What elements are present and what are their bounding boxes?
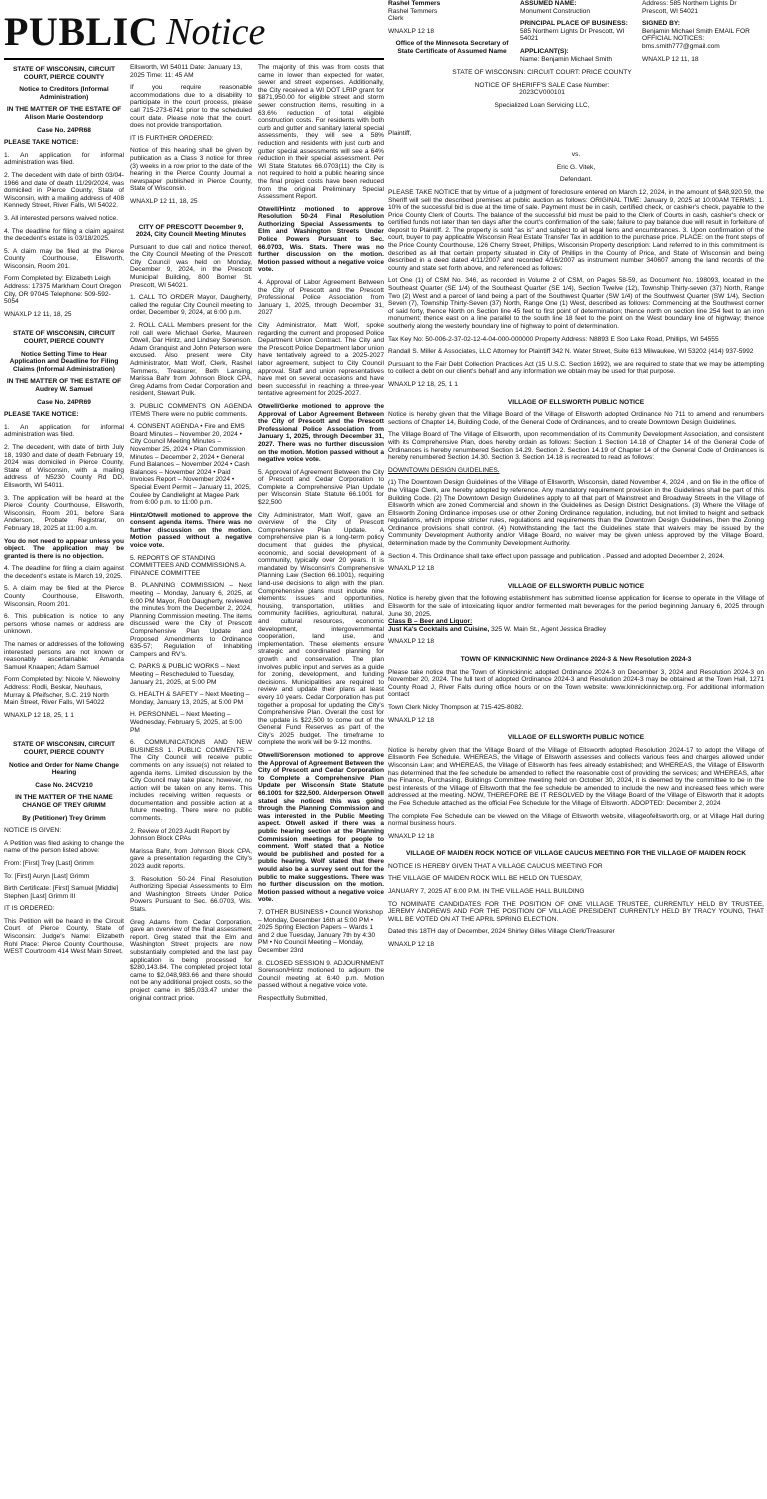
prescott-minutes [130,224,252,1003]
plaintiff-label: Plaintiff, [388,129,412,137]
maiden-rock-notice [388,850,764,948]
court-header: STATE OF WISCONSIN: CIRCUIT COURT: PRICE COUNTY [452,69,632,77]
ppb-label: PRINCIPAL PLACE OF BUSINESS: [520,20,628,28]
publication-tag: WNAXLP 12 18 [388,941,435,949]
paragraph: The Village Board of The Village of Ellsworth, upon recommendation of its Community Development Association, and consistent with its Comprehensive Plan, does hereby ordain as follows: Section 1 Section 14.18 of Chapter 14 of the General Code of Ordinances is hereby renumbered Section 14.29. Section 2. Section 14.19 of Chapter 14 of the General Code of Ordinances is hereby renumbered Section 14.30. Section 3. Section 14.18 is recreated to read as follows: [388,431,764,462]
form-completed-by: Form Completed by: Nicole V. Niewolny Address: Rodli, Beskar, Neuhaus, Murray & Pfeifscher, S.C. 219 North Main Street, River Falls, WI 54022 [4,676,120,707]
signed-label: SIGNED BY: [642,20,680,28]
publication-tag: WNAXLP 12 11, 18, 25 [130,197,198,205]
paragraph: Please take notice that the Town of Kinnickinnic adopted Ordinance 2024-3 on December 3, 2024 and Resolution 2024-3 on November 20, 2024. The full text of adopted Ordinance 2024-3 and Resolution 2024-3 may be obtained at the Town Hall, 1271 County Road J, River Falls during office hours or on the Town website: www.kinnickinnictwp.org. For additional information contact [388,668,764,699]
masthead-italic: Notice [166,11,266,53]
case-number: Case No. 24CV210 [35,781,93,789]
paragraph: 8. CLOSED SESSION 9. ADJOURNMENT Sorenson/Hintz motioned to adjourn the Council meeting at 6:40 p.m. Motion passed without a negative voice vote. [258,959,384,990]
paragraph: TO NOMINATE CANDIDATES FOR THE POSITION OF ONE VILLAGE TRUSTEE, CURRENTLY HELD BY TRUSTEE, JEREMY ANDREWS AND FOR THE POSITION OF VILLAGE PRESIDENT CURRENTLY HELD BY TRACY YOUNG, THAT WILL BE VOTED ON AT THE APRIL SPRING ELECTION. [388,900,764,923]
paragraph: Dated this 18TH day of December, 2024 Shirley Gilles Village Clerk/Treasurer [388,928,615,936]
fdcpa: Pursuant to the Fair Debt Collection Practices Act (15 U.S.C. Section 1692), we are required to state that we may be attempting to collect a debt on our client's behalf and any information we obtain may be used for that purpose. [388,360,764,376]
guidelines-heading: DOWNTOWN DESIGN GUIDELINES. [388,466,500,474]
motion: Otwell/Hintz motioned to approve Resolution 50-24 Final Resolution Authorizing Special Assessments to Elm and Washington Streets Under Police Powers Pursuant to Sec. 66.0703, Wis. Stats. There was no further discussion on the motion. Motion passed without a negative voice vote. [258,205,384,274]
versus: vs. [571,151,581,159]
paragraph: NOTICE IS HEREBY GIVEN THAT A VILLAGE CAUCUS MEETING FOR [388,862,603,870]
applicant-value: Name: Benjamin Michael Smith [520,55,612,63]
further-ordered: IT IS FURTHER ORDERED: [130,134,214,142]
warning: You do not need to appear unless you object. The application may be granted is there is no objection. [4,537,124,560]
paragraph: 2. The decedent, with date of birth July 18, 1930 and date of death February 19, 2024 was domiciled in Pierce County, State of Wisconsin, with a mailing address of N5230 County Rd DD, Ellsworth, WI 54011. [4,443,124,489]
notices-column-2 [130,64,252,1499]
license-class: Class B – Beer and Liquor: [388,618,473,626]
paragraph: 3. PUBLIC COMMENTS ON AGENDA ITEMS There were no public comments. [130,402,252,418]
assumed-value: Monument Construction [520,7,591,15]
motion: Otwell/Gerke motioned to approve the Approval of Labor Agreement Between the City of Prescott and the Prescott Professional Police Association from January 1, 2025, through December 31, 2027. There was no further discussion on the motion. Motion passed without a negative voice vote. [258,402,384,464]
paragraph: Town Clerk Nicky Thompson at 715-425-8082. [388,703,524,711]
publication-tag: WNAXLP 12 18, 25, 1 1 [388,380,458,388]
name-change-continued [130,64,252,206]
name-from: From: [First] Trey [Last] Grimm [4,859,94,867]
paragraph: City Administrator, Matt Wolf, spoke regarding the current and proposed Police Department Union Contract. The City and the Prescott Police Department labor union have tentatively agreed to a 2025-2027 labor agreement, subject to City Council approval. Staff and union representatives have met on several occasions and have been successful in reaching a three-year tentative agreement for 2025-2027. [258,322,384,398]
notice-oostendorp [4,66,124,318]
paragraph: 4. Approval of Labor Agreement Between the City of Prescott and the Prescott Professional Police Association from January 1, 2025, through December 31, 2027 [258,279,384,317]
paragraph: 3. Resolution 50-24 Final Resolution Authorizing Special Assessments to Elm and Washington Streets Under Police Powers Pursuant to Sec. 66.0703, Wis. Stats. [130,875,252,913]
ellsworth-ordinance [388,399,764,573]
paragraph: 1. An application for informal administration was filed. [4,151,124,167]
paragraph: A Petition was filed asking to change the name of the person listed above: [4,839,124,855]
top-notices [388,0,764,63]
paragraph: 6. This publication is notice to any persons whose names or address are unknown. [4,613,124,636]
business-name: Just Ka's Cocktails and Cuisine, [388,625,490,633]
paragraph: Marissa Bahr, from Johnson Block CPA, gave a presentation regarding the City's 2023 audit reports. [130,847,252,871]
publication-tag: WNAXLP 12 18 [388,565,435,573]
notice-header: STATE OF WISCONSIN, CIRCUIT COURT, PIERCE COUNTY [13,741,115,756]
paragraph: 3. All interested persons waived notice. [4,214,118,222]
signoff: Respectfully Submitted, [258,994,328,1002]
paragraph: City Administrator, Matt Wolf, gave an overview of the City of Prescott Comprehensive Plan Update. A comprehensive plan is a long-term policy document that guides the physical, economic, and social development of a community, typically over 20 years. It is mandated by Wisconsin's Comprehensive Planning Law (Section 66.1001), requiring land-use decisions to align with the plan. Comprehensive plans must include nine elements: issues and opportunities, housing, transportation, utilities and community facilities, agricultural, natural, and cultural resources, economic development, intergovernmental cooperation, land use, and implementation. These elements ensure strategic and coordinated planning for growth and conservation. The plan involves public input and serves as a guide for zoning, development, and funding decisions. Municipalities are required to review and update their plans at least every 10 years. Cedar Corporation has put together a proposal for updating the City's Comprehensive Plan. Overall the cost for the update is $22,500 to come out of the General Fund Reserves as part of the City's 2025 budget. The timeframe to complete the work will be 9-12 months. [258,511,384,747]
case-number: Case No. 24PR68 [37,126,91,134]
attorney: Randall S. Miller & Associates, LLC Attorney for Plaintiff 342 N. Water Street, Suite 613 Milwaukee, WI 53202 (414) 937-5992 [388,348,754,356]
ellsworth-fees [388,734,764,840]
motion: Hintz/Otwell motioned to approve the consent agenda items. There was no further discussion on the motion. Motion passed without a negative voice vote. [130,511,252,550]
sale-body: PLEASE TAKE NOTICE that by virtue of a judgment of foreclosure entered on March 12, 2024, in the amount of $48,920.59, the Sheriff will sell the described premises at public auction as follows: ORIGINAL TIME: January 9, 2025 at 10:00AM TERMS: 1. 10% of the successful bid is due at the time of sale. Payment must be in cash, certified check, or cashier's check, payable to the Price County Clerk of Courts. The balance of the successful bid must be paid to the Clerk of Courts in cash, cashier's check or certified funds not later than ten days after the court's confirmation of the sale; failure to pay balance due will result in forfeiture of deposit to Plaintiff. 2. The property is sold "as is" and subject to all legal liens and encumbrances. 3. Upon confirmation of the court, buyer to pay applicable Wisconsin Real Estate Transfer Tax in addition to the purchase price. PLACE: on the front steps of the Price County Courthouse, 126 Cherry Street, Phillips, Wisconsin Property description: Land referred to in this commitment is described as all that certain property situated in City of Phillips in the County of Price, and State of Wisconsin and being described in a deed dated 4/11/2007 and recorded 4/16/2007 as instrument number 340607 among the land records of the county and state set forth above, and referenced as follows: [388,188,764,272]
notice-header: VILLAGE OF ELLSWORTH PUBLIC NOTICE [507,582,645,590]
intro: PLEASE TAKE NOTICE: [4,411,79,419]
hearing-info: Ellsworth, WI 54011 Date: January 13, 2025 Time: 11: 45 AM [130,64,243,79]
paragraph: 7. OTHER BUSINESS • Council Workshop – Monday, December 16th at 5:00 PM • 2025 Spring Election Papers – Wards 1 and 2 due Tuesday, January 7th by 4:30 PM • No Council Meeting – Monday, December 23rd [258,908,383,954]
paragraph: 1. CALL TO ORDER Mayor, Daugherty, called the regular City Council meeting to order, December 9, 2024, at 6:00 p.m. [130,294,252,317]
notice-samuel [4,330,124,719]
signer-name: Rashel Temmers [388,0,441,7]
notice-header: VILLAGE OF ELLSWORTH PUBLIC NOTICE [507,398,645,406]
business-address: 325 W. Main St., Agent Jessica Bradley [491,625,607,633]
publication-tag: WNAXLP 12 18 [388,638,435,646]
masthead-bold: PUBLIC [4,9,159,54]
intro: PLEASE TAKE NOTICE: [4,139,79,147]
notice-header: VILLAGE OF MAIDEN ROCK NOTICE OF VILLAGE CAUCUS MEETING FOR THE VILLAGE OF MAIDEN ROCK [406,850,746,858]
paragraph: 4. The deadline for filing a claim against the decedent's estate is 03/18/2025. [4,227,124,243]
minutes-header: CITY OF PRESCOTT December 9, 2024, City Council Meeting Minutes [135,223,247,239]
masthead [4,0,384,60]
notice-title: Notice and Order for Name Change Hearing [9,761,119,777]
notice-title: Notice Setting Time to Hear Application and Deadline for Filing Claims (Informal Administration) [9,350,119,373]
notice-given: NOTICE IS GIVEN: [4,827,62,835]
petitioner: By (Petitioner) Trey Grimm [22,814,106,822]
paragraph: 2. ROLL CALL Members present for the roll call were Michael Gerke, Maureen Otwell, Dar Hintz, and Lindsey Sorenson. Adam Granquist and John Peterson were excused. Also present were City Administrator, Matt Wolf, Clerk, Rashel Temmers, Treasurer, Beth Lansing, Marissa Bahr from Johnson Block CPA, Greg Adams from Cedar Corporation and resident, Stewart Pulk. [130,322,252,398]
paragraph: B. PLANNING COMMISSION – Next meeting – Monday, January 6, 2025, at 6:00 PM Mayor, Rob Daugherty, reviewed the minutes from the December 2, 2024, Planning Commission meeting. The items discussed were the City of Prescott Comprehensive Plan Update and Proposed Amendments to Ordinance 635-57; Regulation of Inhabiting Campers and RV's. [130,582,252,658]
paragraph: 4. The deadline for filing a claim against the decedent's estate is March 19, 2025. [4,565,124,580]
form-completed-by: Form Completed by: Elizabeth Leigh Address: 17375 Markham Court Oregon City, OR 97045 Telephone: 509-592-5054 [4,275,122,306]
tax-key: Tax Key No: 50-006-2-37-02-12-4-04-000-000000 Property Address: N8893 E Soo Lake Road, Phillips, WI 54555 [388,335,719,343]
notices-column-1 [4,66,124,1499]
name-change-matter: IN THE MATTER OF THE NAME CHANGE OF TREY GRIMM [15,794,113,809]
paragraph: 2. Review of 2023 Audit Report by Johnson Block CPAs [130,827,230,843]
paragraph: JANUARY 7, 2025 AT 6:00 P.M. IN THE VILLAGE HALL BUILDING [388,888,585,896]
birth-certificate: Birth Certificate: [First] Samuel [Middle] Stephen [Last] Grimm III [4,885,119,900]
paragraph: 4. CONSENT AGENDA • Fire and EMS Board Minutes – November 20, 2024 • City Council Meeting Minutes – November 25, 2024 • Plan Commission Minutes – December 2, 2024 • General Fund Balances – November 2024 • Cash Balances – November 2024 • Paid Invoices Report – November 2024 • Special Event Permit – January 11, 2025, Coulee by Candlelight at Magee Park from 6:00 p.m. to 11:00 p.m. [130,423,251,507]
estate-matter: IN THE MATTER OF THE ESTATE OF Audrey W. Samuel [6,378,122,393]
paragraph: Greg Adams from Cedar Corporation, gave an overview of the final assessment report. Greg stated that the Elm and Washington Street projects are now substantially completed and the last pay application is being processed for $280,143.84. The completed project total came to $2,048,983.66 and there should not be any additional project costs, so the project came in $85,033.47 under the original contract price. [130,918,252,1002]
publication-tag: WNAXLP 12 18, 25, 1 1 [4,711,74,719]
assumed-name-right [642,0,762,63]
signer-name-2: Rashel Temmers [388,7,438,15]
unknown-persons: The names or addresses of the following interested persons are not known or reasonably ascertainable: Amanda Samuel Knaapen; Adam Samuel [4,641,124,671]
plaintiff-name: Specialized Loan Servicing LLC, [494,101,590,109]
paragraph: 5. A claim may be filed at the Pierce County Courthouse, Ellsworth, Wisconsin, Room 201. [4,247,124,270]
paragraph: C. PARKS & PUBLIC WORKS – Next Meeting – Rescheduled to Tuesday, January 21, 2025, at 5:00 PM [130,663,240,686]
paragraph: The majority of this was from costs that came in lower than expected for water, sewer and street expenses. Additionally, the City received a WI DOT LRIP grant for $871,950.00 for eligible street and storm sewer construction items, resulting in a 63.6% reduction of total eligible construction costs. For residents with both curb and gutter and sanitary lateral special assessments, they will see a 58% reduction and residents with just curb and gutter special assessments will see a 64% reduction in their special assessment. Per WI State Statutes 66.0703(11) the City is not required to hold a public hearing since the final project costs have been reduced from the original Preliminary Special Assessment Report. [258,64,384,201]
defendant-label: Defendant. [559,176,593,184]
ppb-value: 585 Northern Lights Dr Prescott, WI 54021 [520,27,625,43]
kinnickinnic-notice [388,656,764,724]
publication-tag: WNAXLP 12 18 [388,716,435,724]
address: Address: 585 Northern Lights Dr Prescott, WI 54021 [642,0,737,15]
paragraph: THE VILLAGE OF MAIDEN ROCK WILL BE HELD ON TUESDAY, [388,875,582,883]
motion: Otwell/Sorenson motioned to approve the Approval of Agreement Between the City of Prescott and Cedar Corporation to Complete a Comprehensive Plan Update per Wisconsin State Statute 66.1001 for $22,500. Alderperson Otwell stated she noticed this was going through the Planning Commission and was interested in the Public Meeting aspect. Otwell asked if there was a public hearing section at the Planning Commission meetings for people to comment. Wolf stated that a Notice would be published and posted for a public hearing. Wolf stated that there would also be a survey sent out for the public to make suggestions. There was no further discussion on the motion. Motion passed without a negative voice vote. [258,752,384,904]
paragraph: H. PERSONNEL – Next Meeting – Wednesday, February 5, 2025, at 5:00 PM [130,711,242,734]
license-business [388,626,764,634]
ellsworth-license [388,583,764,646]
paragraph: G. HEALTH & SAFETY – Next Meeting – Monday, January 13, 2025, at 5:00 PM [130,691,250,706]
publication-tag: WNAXLP 12 11, 18 [642,55,699,63]
paragraph: 2. The decedent with date of birth 03/04-1966 and date of death 11/29/2024, was domiciled in Pierce County, State of Wisconsin, with a mailing address of 408 Kennedy Street, River Falls, WI 54022. [4,171,124,210]
paragraph: Notice is hereby given that the Village Board of the Village of Ellsworth adopted Ordinance No 711 to amend and renumbers sections of Chapter 14, Building Code, of the General Code of Ordinances, and to create Downtown Design Guidelines. [388,411,764,426]
paragraph: Pursuant to due call and notice thereof, the City Council Meeting of the Prescott City Council was held on Monday, December 9, 2024, in the Prescott Municipal Building, 800 Borner St. Prescott, WI 54021. [130,243,252,289]
estate-matter: IN THE MATTER OF THE ESTATE OF Alison Marie Oostendorp [6,106,122,121]
paragraph: 5. Approval of Agreement Between the City of Prescott and Cedar Corporation to Complete a Comprehensive Plan Update per Wisconsin State Statute 66.1001 for $22,500 [258,468,384,507]
notice-name-change [4,741,124,955]
assumed-name-left [388,0,516,63]
publication-tag: WNAXLP 12 11, 18, 25 [4,310,72,318]
signed-value: Benjamin Michael Smith EMAIL FOR OFFICIAL NOTICES: bms.smith777@gmail.com [642,27,750,50]
notices-column-4 [388,0,764,1499]
paragraph: 1. An application for informal administration was filed. [4,423,124,439]
assumed-name-middle [520,0,638,63]
accommodation: If you require reasonable accommodations due to a disability to participate in the court process, please call 715-273-6741 prior to the scheduled court date. Please note that the court. does not provide transportation. [130,84,252,130]
case-number: Case No. 24PR69 [37,398,91,406]
legal-description: Lot One (1) of CSM No. 346, as recorded in Volume 2 of CSM, on Pages 58-59, as Document No. 198093, located in the Southeast Quarter (SE 1/4) of the Southeast Quarter (SE 1/4), Section Twelve (12), Township Thirty-seven (37) North, Range Two (2) West and a parcel of land being a part of the Southwest Quarter (SW 1/4) of the Southwest Quarter (SW 1/4), Section Seven (7), Township Thirty-Seven (37) North, Range One (1) West, described as follows: Commencing at the Southwest corner of said forty, thence North on Section line 45 feet to first point of determination; thence north on section line 254 feet to an iron monument; thence east on a line parallel to the south line 18 feet to the point on the West boundary line of highway; thence southerly along the westerly boundary line of highway to point of determination. [388,277,764,330]
notice-header: TOWN OF KINNICKINNIC New Ordinance 2024-3 & New Resolution 2024-3 [460,656,692,663]
sheriff-sale [388,69,764,388]
paragraph: This Petition will be heard in the Circuit Court of Pierce County, State of Wisconsin: Judge's Name: Elizabeth Rohl Place: Pierce County Courthouse, WEST Courtroom 414 West Main Street, [4,917,124,956]
paragraph: 5. A claim may be filed at the Pierce County Courthouse, Ellsworth, Wisconsin, Room 201. [4,585,124,608]
office-header: Office of the Minnesota Secretary of State Certificate of Assumed Name [395,40,509,55]
applicant-label: APPLICANT(S): [520,47,569,55]
paragraph: Notice is hereby given that the Village Board of the Village of Ellsworth adopted Resolution 2024-17 to adopt the Village of Ellsworth Fee Schedule. WHEREAS, the Village of Ellsworth assesses and collects various fees and charges allowed under Wisconsin Law; and WHEREAS, the Village of Ellsworth has fees already established; and WHEREAS, the Village of Ellsworth has determined that the fee schedule be amended to reflect the reasonable cost of providing the services; and WHEREAS, after the Finance, Purchasing, Buildings Committee meeting held on October 30, 2024, it is deemed by the committee to be in the best interests of the Village of Ellsworth that the fee schedule be amended to include the new and increased fees which were addressed at the meeting. NOW, THEREFORE BE IT RESOLVED by the Village Board of the Village of Ellsworth that it adopts the Fee Schedule attached as the official Fee Schedule for the Village of Ellsworth. ADOPTED: December 2, 2024 [388,746,764,807]
paragraph: (1) The Downtown Design Guidelines of the Village of Ellsworth, Wisconsin, dated November 4, 2024 , and on file in the office of the Village Clerk, are hereby adopted by reference. Any mandatory requirement provision in the Guidelines shall be part of this Building Code. (2) The Downtown Design Guidelines apply to all that part of Mainstreet and Broadway Streets in the Village of Ellsworth which are zoned Commercial and shown in the Guidelines as Design District Designations. (3) Where the Village of Ellsworth Zoning Ordinance imposes use or other Zoning Ordinance regulation, including, but not limited to height and setback regulations, which impose stricter rules, regulations and requirements than the Downtown Design Guidelines, then the Zoning Ordinance provisions shall control. (4) Notwithstanding the fact the Guidelines state that waivers may be issued by the Community Development Authority and/or Village Board, no waiver may be given unless approved by the Village Board, determination made by the Community Development Authority. [388,479,764,548]
paragraph: The complete Fee Schedule can be viewed on the Village of Ellsworth website, villageofellsworth.org, or at Village Hall during normal business hours. [388,812,764,828]
paragraph: 5. REPORTS OF STANDING COMMITTEES AND COMMISSIONS A. FINANCE COMMITTEE [130,554,247,577]
paragraph: Notice is hereby given that the following establishment has submitted license application for license to operate in the Village of Ellsworth for the sale of intoxicating liquor and/or fermented malt beverages for the period beginning January 6, 2025 through June 30, 2025. [388,595,764,618]
notice-header: STATE OF WISCONSIN, CIRCUIT COURT, PIERCE COUNTY [13,66,115,81]
notices-column-3 [258,64,384,1499]
paragraph: 3. The application will be heard at the Pierce County Courthouse, Ellsworth, Wisconsin, Room 201, before Sara Anderson, Probate Registrar, on February 18, 2025 at 11:00 a.m. [4,494,124,532]
assumed-label: ASSUMED NAME: [520,0,577,7]
signer-title: Clerk [388,15,404,23]
publication-tag: WNAXLP 12 18 [388,27,435,35]
notice-header: VILLAGE OF ELLSWORTH PUBLIC NOTICE [507,734,645,742]
publication-tag: WNAXLP 12 18 [388,832,435,840]
it-is-ordered: IT IS ORDERED: [4,905,55,913]
paragraph: 6. COMMUNICATIONS AND NEW BUSINESS 1. PUBLIC COMMENTS – The City Council will receive public comments on any issue(s) not related to agenda items. Limited discussion by the City Council may take place; however, no action will be taken on any items. This includes receiving written requests or documentation and possible action at a future meeting. There were no public comments. [130,739,252,823]
defendant-name: Eric G. Vitek, [556,163,596,171]
publication-order: Notice of this hearing shall be given by publication as a Class 3 notice for three (3) weeks in a row prior to the date of the hearing in the Pierce County Journal a newspaper published in Pierce County, State of Wisconsin. [130,147,252,193]
sale-title: NOTICE OF SHERIFF'S SALE Case Number: 2023CV000101 [474,81,610,97]
notice-title: Notice to Creditors (Informal Administration) [19,86,109,101]
name-to: To: [First] Auryn [Last] Grimm [4,872,90,880]
notice-header: STATE OF WISCONSIN, CIRCUIT COURT, PIERCE COUNTY [13,330,115,346]
paragraph: Section 4. This Ordinance shall take effect upon passage and publication . Passed and adopted December 2, 2024. [388,552,725,560]
